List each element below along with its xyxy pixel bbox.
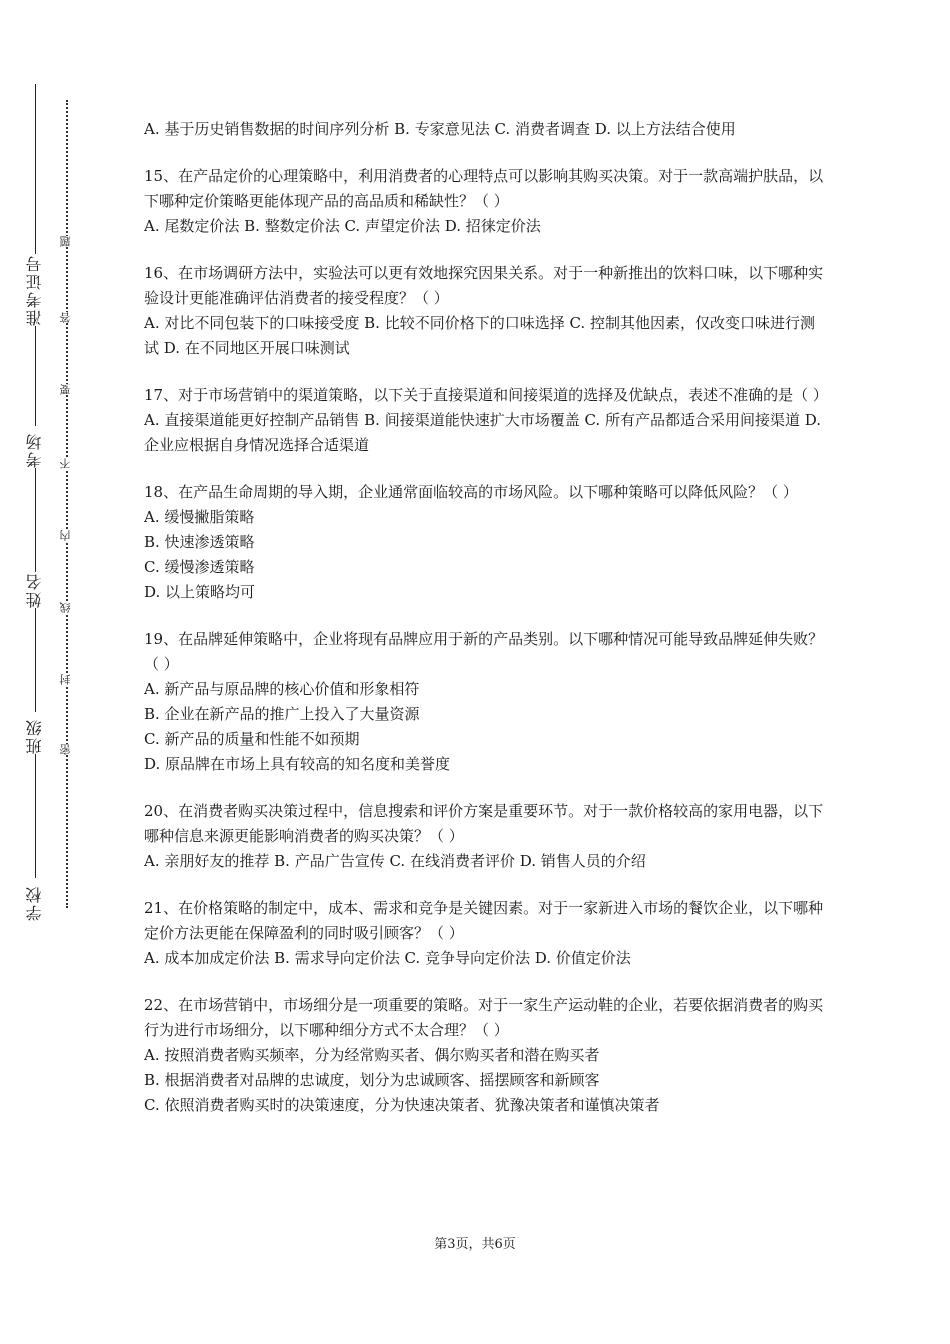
school-label: 学校 <box>25 885 44 921</box>
question-options: A. 亲朋好友的推荐 B. 产品广告宣传 C. 在线消费者评价 D. 销售人员的介绍 <box>144 852 646 870</box>
seal-dotted-line <box>66 100 68 908</box>
exam-room-field <box>22 432 48 572</box>
question-20 <box>144 799 824 874</box>
exam-number-field <box>22 84 48 426</box>
name-field <box>22 572 48 712</box>
option-a: A. 新产品与原品牌的核心价值和形象相符 <box>144 680 420 698</box>
class-label: 班级 <box>25 718 44 754</box>
option-a: A. 缓慢撇脂策略 <box>144 508 255 526</box>
question-22 <box>144 993 824 1118</box>
seal-char-mi: 密 <box>59 744 75 755</box>
name-label: 姓名 <box>25 572 44 608</box>
question-18 <box>144 480 824 605</box>
option-c: C. 缓慢渗透策略 <box>144 558 255 576</box>
option-b: B. 企业在新产品的推广上投入了大量资源 <box>144 705 420 723</box>
question-stem: 19、在品牌延伸策略中，企业将现有品牌应用于新的产品类别。以下哪种情况可能导致品牌延伸失败？（ ） <box>144 630 824 673</box>
question-list <box>144 117 828 1140</box>
option-d: D. 以上策略均可 <box>144 583 256 601</box>
question-options: A. 基于历史销售数据的时间序列分析 B. 专家意见法 C. 消费者调查 D. 以上方法结合使用 <box>144 120 736 138</box>
name-line <box>35 608 36 712</box>
question-stem: 18、在产品生命周期的导入期，企业通常面临较高的市场风险。以下哪种策略可以降低风险？（ ） <box>144 483 798 501</box>
question-stem: 17、对于市场营销中的渠道策略，以下关于直接渠道和间接渠道的选择及优缺点，表述不准确的是（ ） <box>144 386 828 404</box>
question-17 <box>144 383 828 458</box>
seal-char-bu: 不 <box>59 458 75 469</box>
option-c: C. 新产品的质量和性能不如预期 <box>144 730 360 748</box>
question-21 <box>144 896 824 971</box>
school-field <box>22 885 48 921</box>
seal-char-ti: 题 <box>59 236 75 247</box>
seal-char-xian: 线 <box>59 602 75 613</box>
option-a: A. 按照消费者购买频率，分为经常购买者、偶尔购买者和潜在购买者 <box>144 1046 600 1064</box>
option-b: B. 快速渗透策略 <box>144 533 255 551</box>
question-options: A. 对比不同包装下的口味接受度 B. 比较不同价格下的口味选择 C. 控制其他因素，仅改变口味进行测试 D. 在不同地区开展口味测试 <box>144 314 815 357</box>
question-stem: 15、在产品定价的心理策略中，利用消费者的心理特点可以影响其购买决策。对于一款高端护肤品，以下哪种定价策略更能体现产品的高品质和稀缺性？（ ） <box>144 167 824 210</box>
exam-number-label: 准考证号 <box>25 254 44 326</box>
option-b: B. 根据消费者对品牌的忠诚度，划分为忠诚顾客、摇摆顾客和新顾客 <box>144 1071 600 1089</box>
question-stem: 22、在市场营销中，市场细分是一项重要的策略。对于一家生产运动鞋的企业，若要依据消费者的购买行为进行市场细分，以下哪种细分方式不太合理？（ ） <box>144 996 824 1039</box>
seal-char-yao: 要 <box>59 384 75 395</box>
seal-char-da: 答 <box>59 312 75 323</box>
seal-char-nei: 内 <box>59 530 75 541</box>
question-stem: 21、在价格策略的制定中，成本、需求和竞争是关键因素。对于一家新进入市场的餐饮企业，以下哪种定价方法更能在保障盈利的同时吸引顾客？（ ） <box>144 899 824 942</box>
page-number: 第3页，共6页 <box>434 1237 516 1252</box>
option-c: C. 依照消费者购买时的决策速度，分为快速决策者、犹豫决策者和谨慎决策者 <box>144 1096 660 1114</box>
exam-number-line <box>35 84 36 254</box>
exam-number-line-lower <box>35 326 36 426</box>
question-stem: 16、在市场调研方法中，实验法可以更有效地探究因果关系。对于一种新推出的饮料口味，以下哪种实验设计更能准确评估消费者的接受程度？（ ） <box>144 264 824 307</box>
exam-room-line <box>35 468 36 572</box>
class-field <box>22 718 48 878</box>
seal-char-feng: 封 <box>59 674 75 685</box>
class-line <box>35 754 36 878</box>
question-options: A. 成本加成定价法 B. 需求导向定价法 C. 竞争导向定价法 D. 价值定价法 <box>144 949 631 967</box>
question-options: A. 直接渠道能更好控制产品销售 B. 间接渠道能快速扩大市场覆盖 C. 所有产品都适合采用间接渠道 D. 企业应根据自身情况选择合适渠道 <box>144 411 821 454</box>
question-19 <box>144 627 824 777</box>
question-stem: 20、在消费者购买决策过程中，信息搜索和评价方案是重要环节。对于一款价格较高的家用电器，以下哪种信息来源更能影响消费者的购买决策？（ ） <box>144 802 824 845</box>
question-14-continued <box>144 117 824 142</box>
question-options: A. 尾数定价法 B. 整数定价法 C. 声望定价法 D. 招徕定价法 <box>144 217 541 235</box>
option-d: D. 原品牌在市场上具有较高的知名度和美誉度 <box>144 755 451 773</box>
exam-room-label: 考场 <box>25 432 44 468</box>
question-16 <box>144 261 824 361</box>
question-15 <box>144 164 824 239</box>
